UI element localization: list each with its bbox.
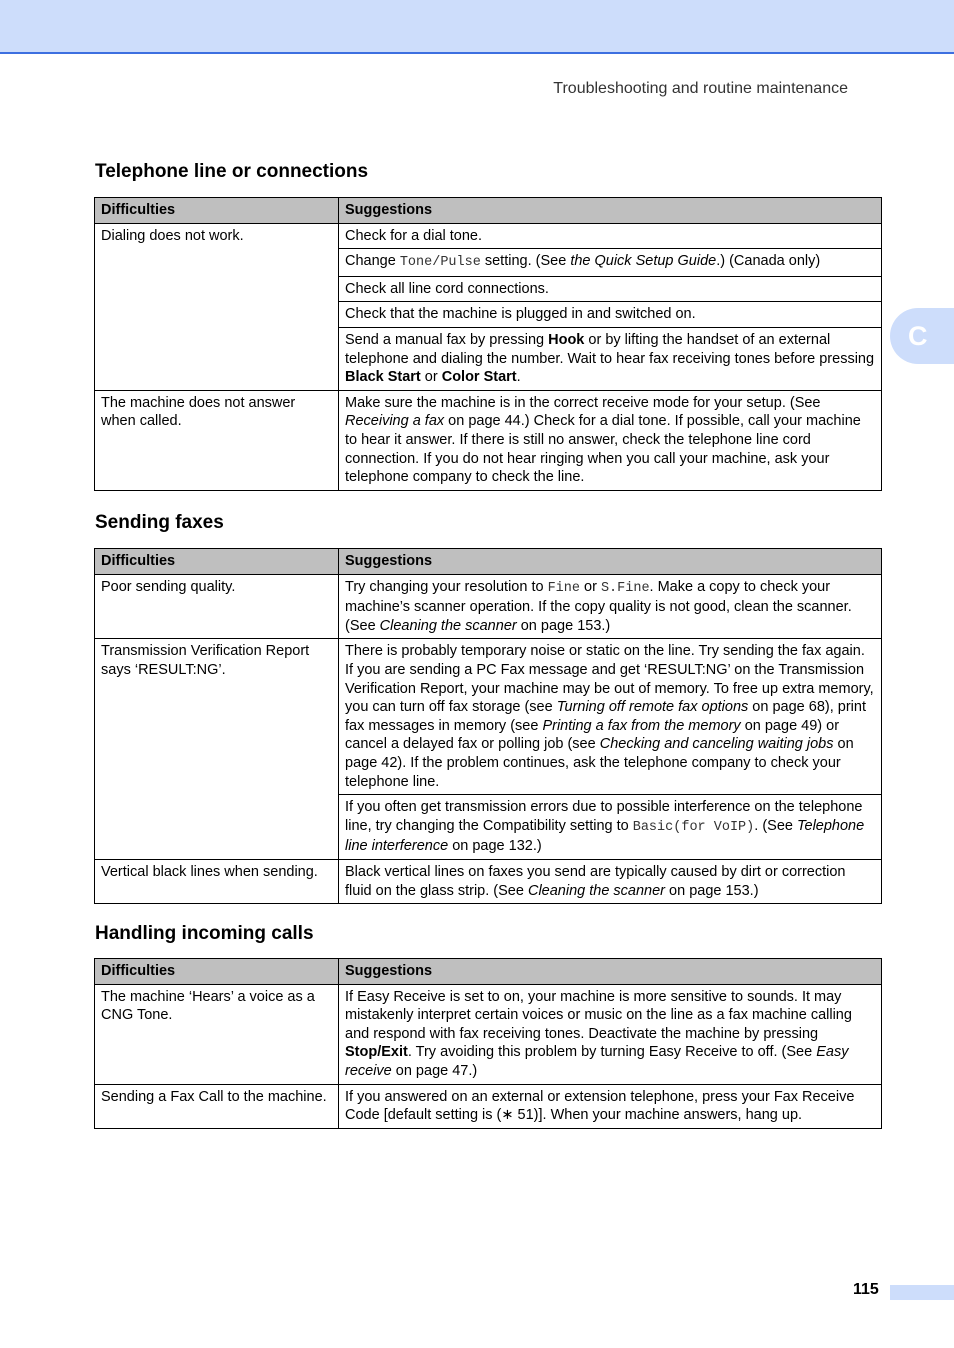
- table-row: [95, 984, 882, 1084]
- difficulty-cell: Dialing does not work.: [95, 223, 339, 390]
- table-row: [95, 859, 882, 903]
- difficulty-cell: Vertical black lines when sending.: [95, 859, 339, 903]
- footer-band: [890, 1285, 954, 1300]
- difficulty-cell: The machine ‘Hears’ a voice as a CNG Tone.: [95, 984, 339, 1084]
- difficulty-cell: Sending a Fax Call to the machine.: [95, 1084, 339, 1128]
- suggestion-cell: Check that the machine is plugged in and switched on.: [339, 302, 882, 328]
- header-band: [0, 0, 954, 54]
- suggestion-cell: Check for a dial tone.: [339, 223, 882, 249]
- chapter-tab[interactable]: [890, 308, 954, 364]
- difficulty-cell: Transmission Verification Report says ‘RESULT:NG’.: [95, 639, 339, 860]
- suggestion-cell: Check all line cord connections.: [339, 276, 882, 302]
- sending-table: [94, 548, 882, 904]
- suggestion-cell: If you often get transmission errors due to possible interference on the telephone line, try changing the Compatibility setting to Basic(for VoIP). (See Telephone line interference on page 132.): [339, 795, 882, 860]
- suggestion-cell: Make sure the machine is in the correct receive mode for your setup. (See Receiving a fax on page 44.) Check for a dial tone. If possible, call your machine to hear it answer. If there is still no answer, check the telephone line cord connection. If you do not hear ringing when you call your machine, ask your telephone company to check the line.: [339, 390, 882, 490]
- table-row: [95, 639, 882, 795]
- suggestion-cell: There is probably temporary noise or static on the line. Try sending the fax again. If you are sending a PC Fax message and get ‘RESULT:NG’ on the Transmission Verification Report, your machine may be out of memory. To free up extra memory, you can turn off fax storage (see Turning off remote fax options on page 68), print fax messages in memory (see Printing a fax from the memory on page 49) or cancel a delayed fax or polling job (see Checking and canceling waiting jobs on page 42). If the problem continues, ask the telephone company to check your telephone line.: [339, 639, 882, 795]
- suggestion-cell: Try changing your resolution to Fine or S.Fine. Make a copy to check your machine’s scanner operation. If the copy quality is not good, clean the scanner. (See Cleaning the scanner on page 153.): [339, 574, 882, 639]
- table-row: [95, 223, 882, 249]
- suggestion-cell: Send a manual fax by pressing Hook or by lifting the handset of an external telephone and dialing the number. Wait to hear fax receiving tones before pressing Black Start or Color Start.: [339, 327, 882, 390]
- column-header-suggestions: Suggestions: [339, 959, 882, 985]
- table-row: [95, 1084, 882, 1128]
- suggestion-cell: If Easy Receive is set to on, your machine is more sensitive to sounds. It may mistakenly interpret certain voices or music on the line as a fax machine calling and respond with fax receiving tones. Deactivate the machine by pressing Stop/Exit. Try avoiding this problem by turning Easy Receive to off. (See Easy receive on page 47.): [339, 984, 882, 1084]
- telephone-table: [94, 197, 882, 491]
- section-title-sending: Sending faxes: [95, 512, 224, 533]
- column-header-difficulties: Difficulties: [95, 549, 339, 575]
- table-header-row: [95, 549, 882, 575]
- section-title-telephone: Telephone line or connections: [95, 161, 369, 182]
- column-header-suggestions: Suggestions: [339, 198, 882, 224]
- running-header: Troubleshooting and routine maintenance: [553, 80, 848, 97]
- column-header-difficulties: Difficulties: [95, 959, 339, 985]
- table-row: [95, 574, 882, 639]
- difficulty-cell: The machine does not answer when called.: [95, 390, 339, 490]
- incoming-table: [94, 958, 882, 1129]
- suggestion-cell: If you answered on an external or extension telephone, press your Fax Receive Code [default setting is (∗ 51)]. When your machine answers, hang up.: [339, 1084, 882, 1128]
- column-header-difficulties: Difficulties: [95, 198, 339, 224]
- table-header-row: [95, 198, 882, 224]
- section-title-incoming: Handling incoming calls: [95, 923, 314, 944]
- suggestion-cell: Black vertical lines on faxes you send are typically caused by dirt or correction fluid on the glass strip. (See Cleaning the scanner on page 153.): [339, 859, 882, 903]
- table-row: [95, 390, 882, 490]
- difficulty-cell: Poor sending quality.: [95, 574, 339, 639]
- suggestion-cell: Change Tone/Pulse setting. (See the Quick Setup Guide.) (Canada only): [339, 249, 882, 277]
- page-number: 115: [853, 1281, 879, 1298]
- chapter-tab-letter: C: [908, 320, 928, 351]
- table-header-row: [95, 959, 882, 985]
- column-header-suggestions: Suggestions: [339, 549, 882, 575]
